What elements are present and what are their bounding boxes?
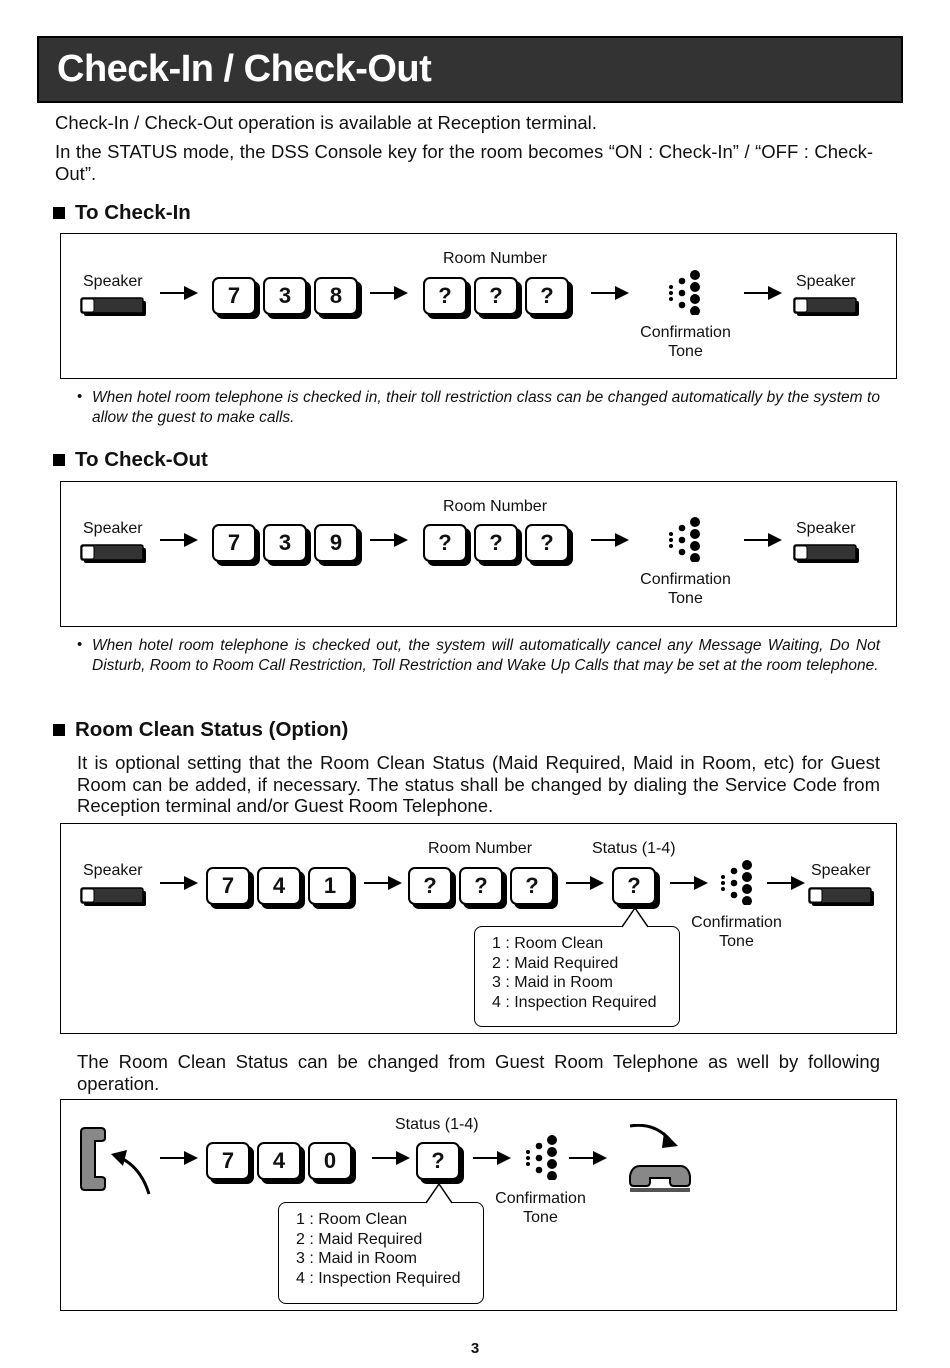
arrow-right-icon <box>372 1151 410 1165</box>
confirmation-tone-icon <box>524 1134 558 1180</box>
tone-label-line-2: Tone <box>719 933 754 950</box>
page-title: Check-In / Check-Out <box>57 48 432 90</box>
status-key: ? <box>416 1142 460 1180</box>
tone-label <box>493 1189 588 1227</box>
status-label: Status (1-4) <box>395 1116 479 1133</box>
tone-label-line-1: Confirmation <box>495 1190 586 1207</box>
section-title-check-in <box>53 201 191 225</box>
dial-key-7: 7 <box>212 277 256 315</box>
speaker-label: Speaker <box>83 273 143 290</box>
callout-pointer <box>622 908 648 928</box>
section-title-text: To Check-In <box>75 201 191 224</box>
handset-on-hook-icon <box>624 1124 698 1200</box>
tone-label <box>638 323 733 361</box>
note-bullet: • <box>77 388 83 405</box>
status-option: 3 : Maid in Room <box>492 974 613 991</box>
status-option: 1 : Room Clean <box>296 1211 408 1228</box>
arrow-right-icon <box>160 286 198 300</box>
room-number-label: Room Number <box>443 498 548 515</box>
arrow-right-icon <box>569 1151 607 1165</box>
speaker-key-icon <box>793 297 861 317</box>
status-options-callout <box>278 1202 484 1304</box>
tone-label-line-1: Confirmation <box>640 571 731 588</box>
check-in-diagram <box>60 233 897 379</box>
status-option: 2 : Maid Required <box>296 1230 423 1248</box>
check-in-note: When hotel room telephone is checked in, their toll restriction class can be changed automatically by the system to allow the guest to make calls. <box>92 389 880 426</box>
room-clean-description: It is optional setting that the Room Clean Status (Maid Required, Maid in Room, etc) for Guest Room can be added, if necessary. The status shall be changed by dialing the Service Code from Reception terminal and/or Guest Room Telephone. <box>77 752 880 816</box>
room-number-label: Room Number <box>428 840 533 857</box>
dial-key-3: 3 <box>263 277 307 315</box>
square-bullet-icon <box>53 207 65 219</box>
arrow-right-icon <box>370 286 408 300</box>
dial-key-7: 7 <box>206 867 250 905</box>
status-option: 3 : Maid in Room <box>296 1250 417 1267</box>
dial-key-1: 1 <box>308 867 352 905</box>
arrow-right-icon <box>370 533 408 547</box>
arrow-right-icon <box>160 1151 198 1165</box>
speaker-label: Speaker <box>811 862 871 879</box>
arrow-right-icon <box>566 876 604 890</box>
section-title-text: To Check-Out <box>75 448 208 471</box>
square-bullet-icon <box>53 724 65 736</box>
section-title-text: Room Clean Status (Option) <box>75 718 349 741</box>
speaker-key-icon <box>80 544 148 564</box>
speaker-key-icon <box>80 297 148 317</box>
handset-off-hook-icon <box>79 1124 153 1196</box>
page-number: 3 <box>470 1340 480 1357</box>
room-digit-key: ? <box>510 867 554 905</box>
dial-key-8: 8 <box>314 277 358 315</box>
arrow-right-icon <box>160 876 198 890</box>
dial-key-9: 9 <box>314 524 358 562</box>
square-bullet-icon <box>53 454 65 466</box>
arrow-right-icon <box>670 876 708 890</box>
confirmation-tone-icon <box>719 859 753 905</box>
speaker-key-icon <box>808 887 876 907</box>
room-digit-key: ? <box>408 867 452 905</box>
confirmation-tone-icon <box>667 516 701 562</box>
status-option: 4 : Inspection Required <box>492 993 657 1011</box>
room-number-label: Room Number <box>443 250 548 267</box>
dial-key-7: 7 <box>206 1142 250 1180</box>
room-digit-key: ? <box>423 524 467 562</box>
arrow-right-icon <box>767 876 805 890</box>
arrow-right-icon <box>473 1151 511 1165</box>
status-option: 4 : Inspection Required <box>296 1269 461 1287</box>
tone-label <box>638 570 733 608</box>
speaker-key-icon <box>80 887 148 907</box>
tone-label-line-2: Tone <box>668 590 703 607</box>
page-header <box>37 36 903 103</box>
speaker-label: Speaker <box>83 862 143 879</box>
tone-label-line-2: Tone <box>668 343 703 360</box>
tone-label-line-1: Confirmation <box>691 914 782 931</box>
dial-key-7: 7 <box>212 524 256 562</box>
dial-key-0: 0 <box>308 1142 352 1180</box>
room-digit-key: ? <box>474 524 518 562</box>
callout-pointer <box>426 1184 452 1204</box>
arrow-right-icon <box>160 533 198 547</box>
guest-room-description: The Room Clean Status can be changed from Guest Room Telephone as well by following operation. <box>77 1051 880 1094</box>
arrow-right-icon <box>364 876 402 890</box>
intro-line-2: In the STATUS mode, the DSS Console key for the room becomes “ON : Check-In” / “OFF : Check-Out”. <box>55 141 873 184</box>
speaker-label: Speaker <box>796 520 856 537</box>
tone-label <box>689 913 784 951</box>
tone-label-line-1: Confirmation <box>640 324 731 341</box>
room-digit-key: ? <box>459 867 503 905</box>
speaker-label: Speaker <box>83 520 143 537</box>
arrow-right-icon <box>744 533 782 547</box>
status-key: ? <box>612 867 656 905</box>
arrow-right-icon <box>591 286 629 300</box>
section-title-check-out <box>53 448 208 472</box>
status-option: 1 : Room Clean <box>492 935 604 952</box>
arrow-right-icon <box>591 533 629 547</box>
dial-key-4: 4 <box>257 1142 301 1180</box>
tone-label-line-2: Tone <box>523 1209 558 1226</box>
status-label: Status (1-4) <box>592 840 676 857</box>
guest-room-diagram <box>60 1099 897 1311</box>
room-digit-key: ? <box>474 277 518 315</box>
room-digit-key: ? <box>525 277 569 315</box>
status-options-callout <box>474 926 680 1027</box>
speaker-key-icon <box>793 544 861 564</box>
note-bullet: • <box>77 636 83 653</box>
room-digit-key: ? <box>525 524 569 562</box>
confirmation-tone-icon <box>667 269 701 315</box>
speaker-label: Speaker <box>796 273 856 290</box>
status-option: 2 : Maid Required <box>492 954 619 972</box>
dial-key-4: 4 <box>257 867 301 905</box>
check-out-note: When hotel room telephone is checked out, the system will automatically cancel any Message Waiting, Do Not Disturb, Room to Room Call Restriction, Toll Restriction and Wake Up Calls that may be set at the room telephone. <box>92 637 880 674</box>
intro-line-1: Check-In / Check-Out operation is available at Reception terminal. <box>55 112 597 133</box>
room-clean-diagram <box>60 823 897 1034</box>
check-out-diagram <box>60 481 897 627</box>
room-digit-key: ? <box>423 277 467 315</box>
section-title-room-clean <box>53 718 348 742</box>
dial-key-3: 3 <box>263 524 307 562</box>
arrow-right-icon <box>744 286 782 300</box>
